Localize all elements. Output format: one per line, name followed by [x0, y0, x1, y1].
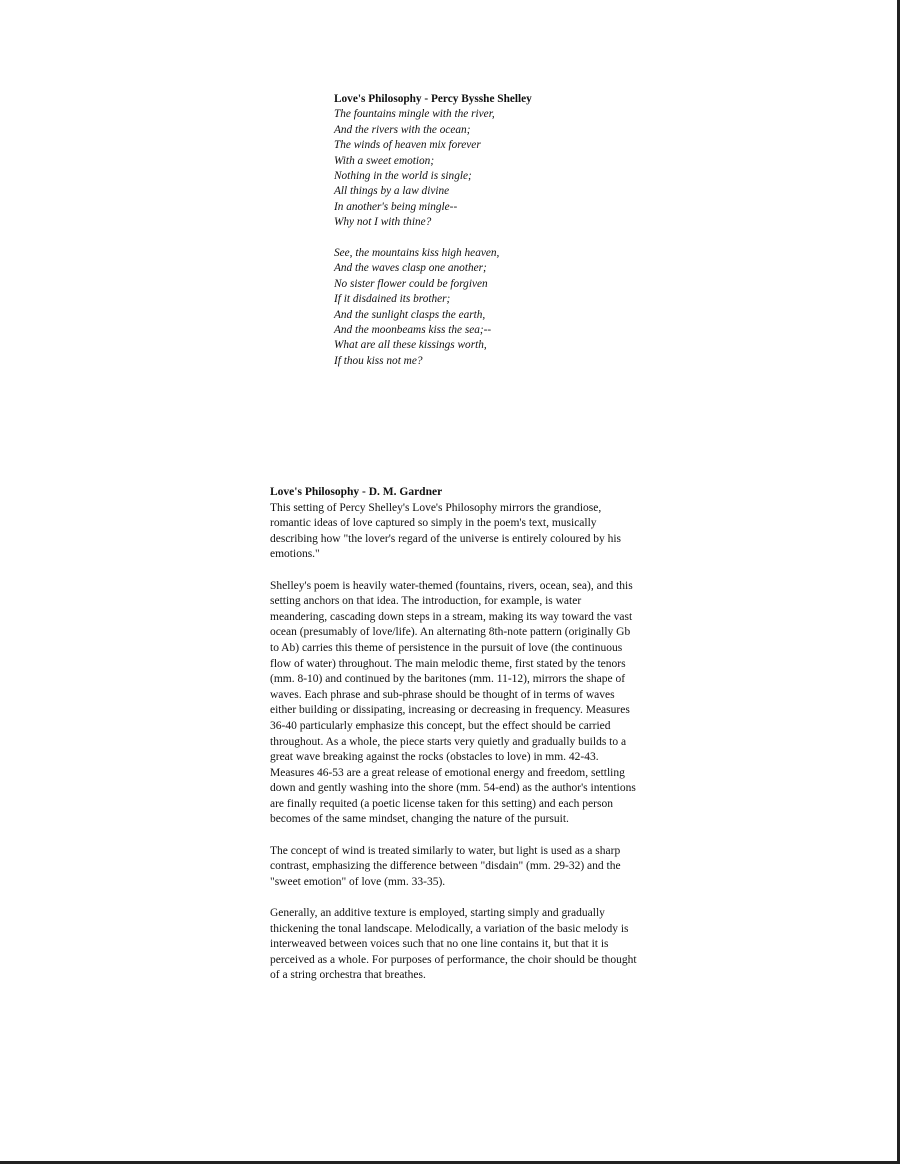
- poem-line: And the rivers with the ocean;: [334, 123, 471, 136]
- poem-line: Why not I with thine?: [334, 216, 432, 229]
- poem-line: And the moonbeams kiss the sea;--: [334, 324, 492, 337]
- poem-line: And the waves clasp one another;: [334, 262, 487, 275]
- poem-line: If thou kiss not me?: [334, 354, 423, 367]
- essay-title: Love's Philosophy - D. M. Gardner: [270, 486, 443, 498]
- essay-paragraph-3: The concept of wind is treated similarly to water, but light is used as a sharp contrast, emphasizing the difference between "disdain" (mm. 29-32) and the "sweet emotion" of love (mm. 33-35).: [270, 844, 621, 888]
- poem-line: All things by a law divine: [334, 185, 450, 198]
- poem-line: What are all these kissings worth,: [334, 339, 487, 352]
- poem-line: In another's being mingle--: [334, 200, 458, 213]
- poem-block: [334, 92, 654, 369]
- essay-paragraph-1: This setting of Percy Shelley's Love's Philosophy mirrors the grandiose, romantic ideas of love captured so simply in the poem's text, musically describing how "the lover's regard of the universe is entirely coloured by his emotions.": [270, 501, 622, 561]
- essay-paragraph-2: Shelley's poem is heavily water-themed (fountains, rivers, ocean, sea), and this setting anchors on that idea. The introduction, for example, is water meandering, cascading down steps in a stream, making its way toward the vast ocean (presumably of love/life). An alternating 8th-note pattern (originally Gb to Ab) carries this theme of persistence in the pursuit of love (the continuous flow of water) throughout. The main melodic theme, first stated by the tenors (mm. 8-10) and continued by the baritones (mm. 11-12), mirrors the shape of waves. Each phrase and sub-phrase should be thought of in terms of waves either building or dissipating, increasing or decreasing in frequency. Measures 36-40 particularly emphasize this concept, but the effect should be carried throughout. As a whole, the piece starts very quietly and gradually builds to a great wave breaking against the rocks (obstacles to love) in mm. 42-43. Measures 46-53 are a great release of emotional energy and freedom, settling down and gently washing into the shore (mm. 54-end) as the author's intentions are finally requited (a poetic license taken for this setting) and each person becomes of the same mindset, changing the nature of the pursuit.: [270, 579, 636, 826]
- poem-line: The winds of heaven mix forever: [334, 139, 481, 152]
- poem-line: The fountains mingle with the river,: [334, 108, 495, 121]
- poem-line: Nothing in the world is single;: [334, 170, 472, 183]
- essay-block: [270, 485, 640, 1000]
- poem-title: Love's Philosophy - Percy Bysshe Shelley: [334, 93, 532, 105]
- poem-stanza-2: [334, 246, 654, 369]
- stanza-gap: [334, 231, 654, 246]
- essay-paragraph-4: Generally, an additive texture is employed, starting simply and gradually thickening the tonal landscape. Melodically, a variation of the basic melody is interweaved between voices such that no one line contains it, but that it is perceived as a whole. For purposes of performance, the choir should be thought of a string orchestra that breathes.: [270, 907, 637, 982]
- poem-line: With a sweet emotion;: [334, 154, 435, 167]
- poem-line: And the sunlight clasps the earth,: [334, 308, 486, 321]
- poem-line: See, the mountains kiss high heaven,: [334, 247, 500, 260]
- poem-line: No sister flower could be forgiven: [334, 277, 488, 290]
- poem-stanza-1: [334, 107, 654, 230]
- poem-line: If it disdained its brother;: [334, 293, 451, 306]
